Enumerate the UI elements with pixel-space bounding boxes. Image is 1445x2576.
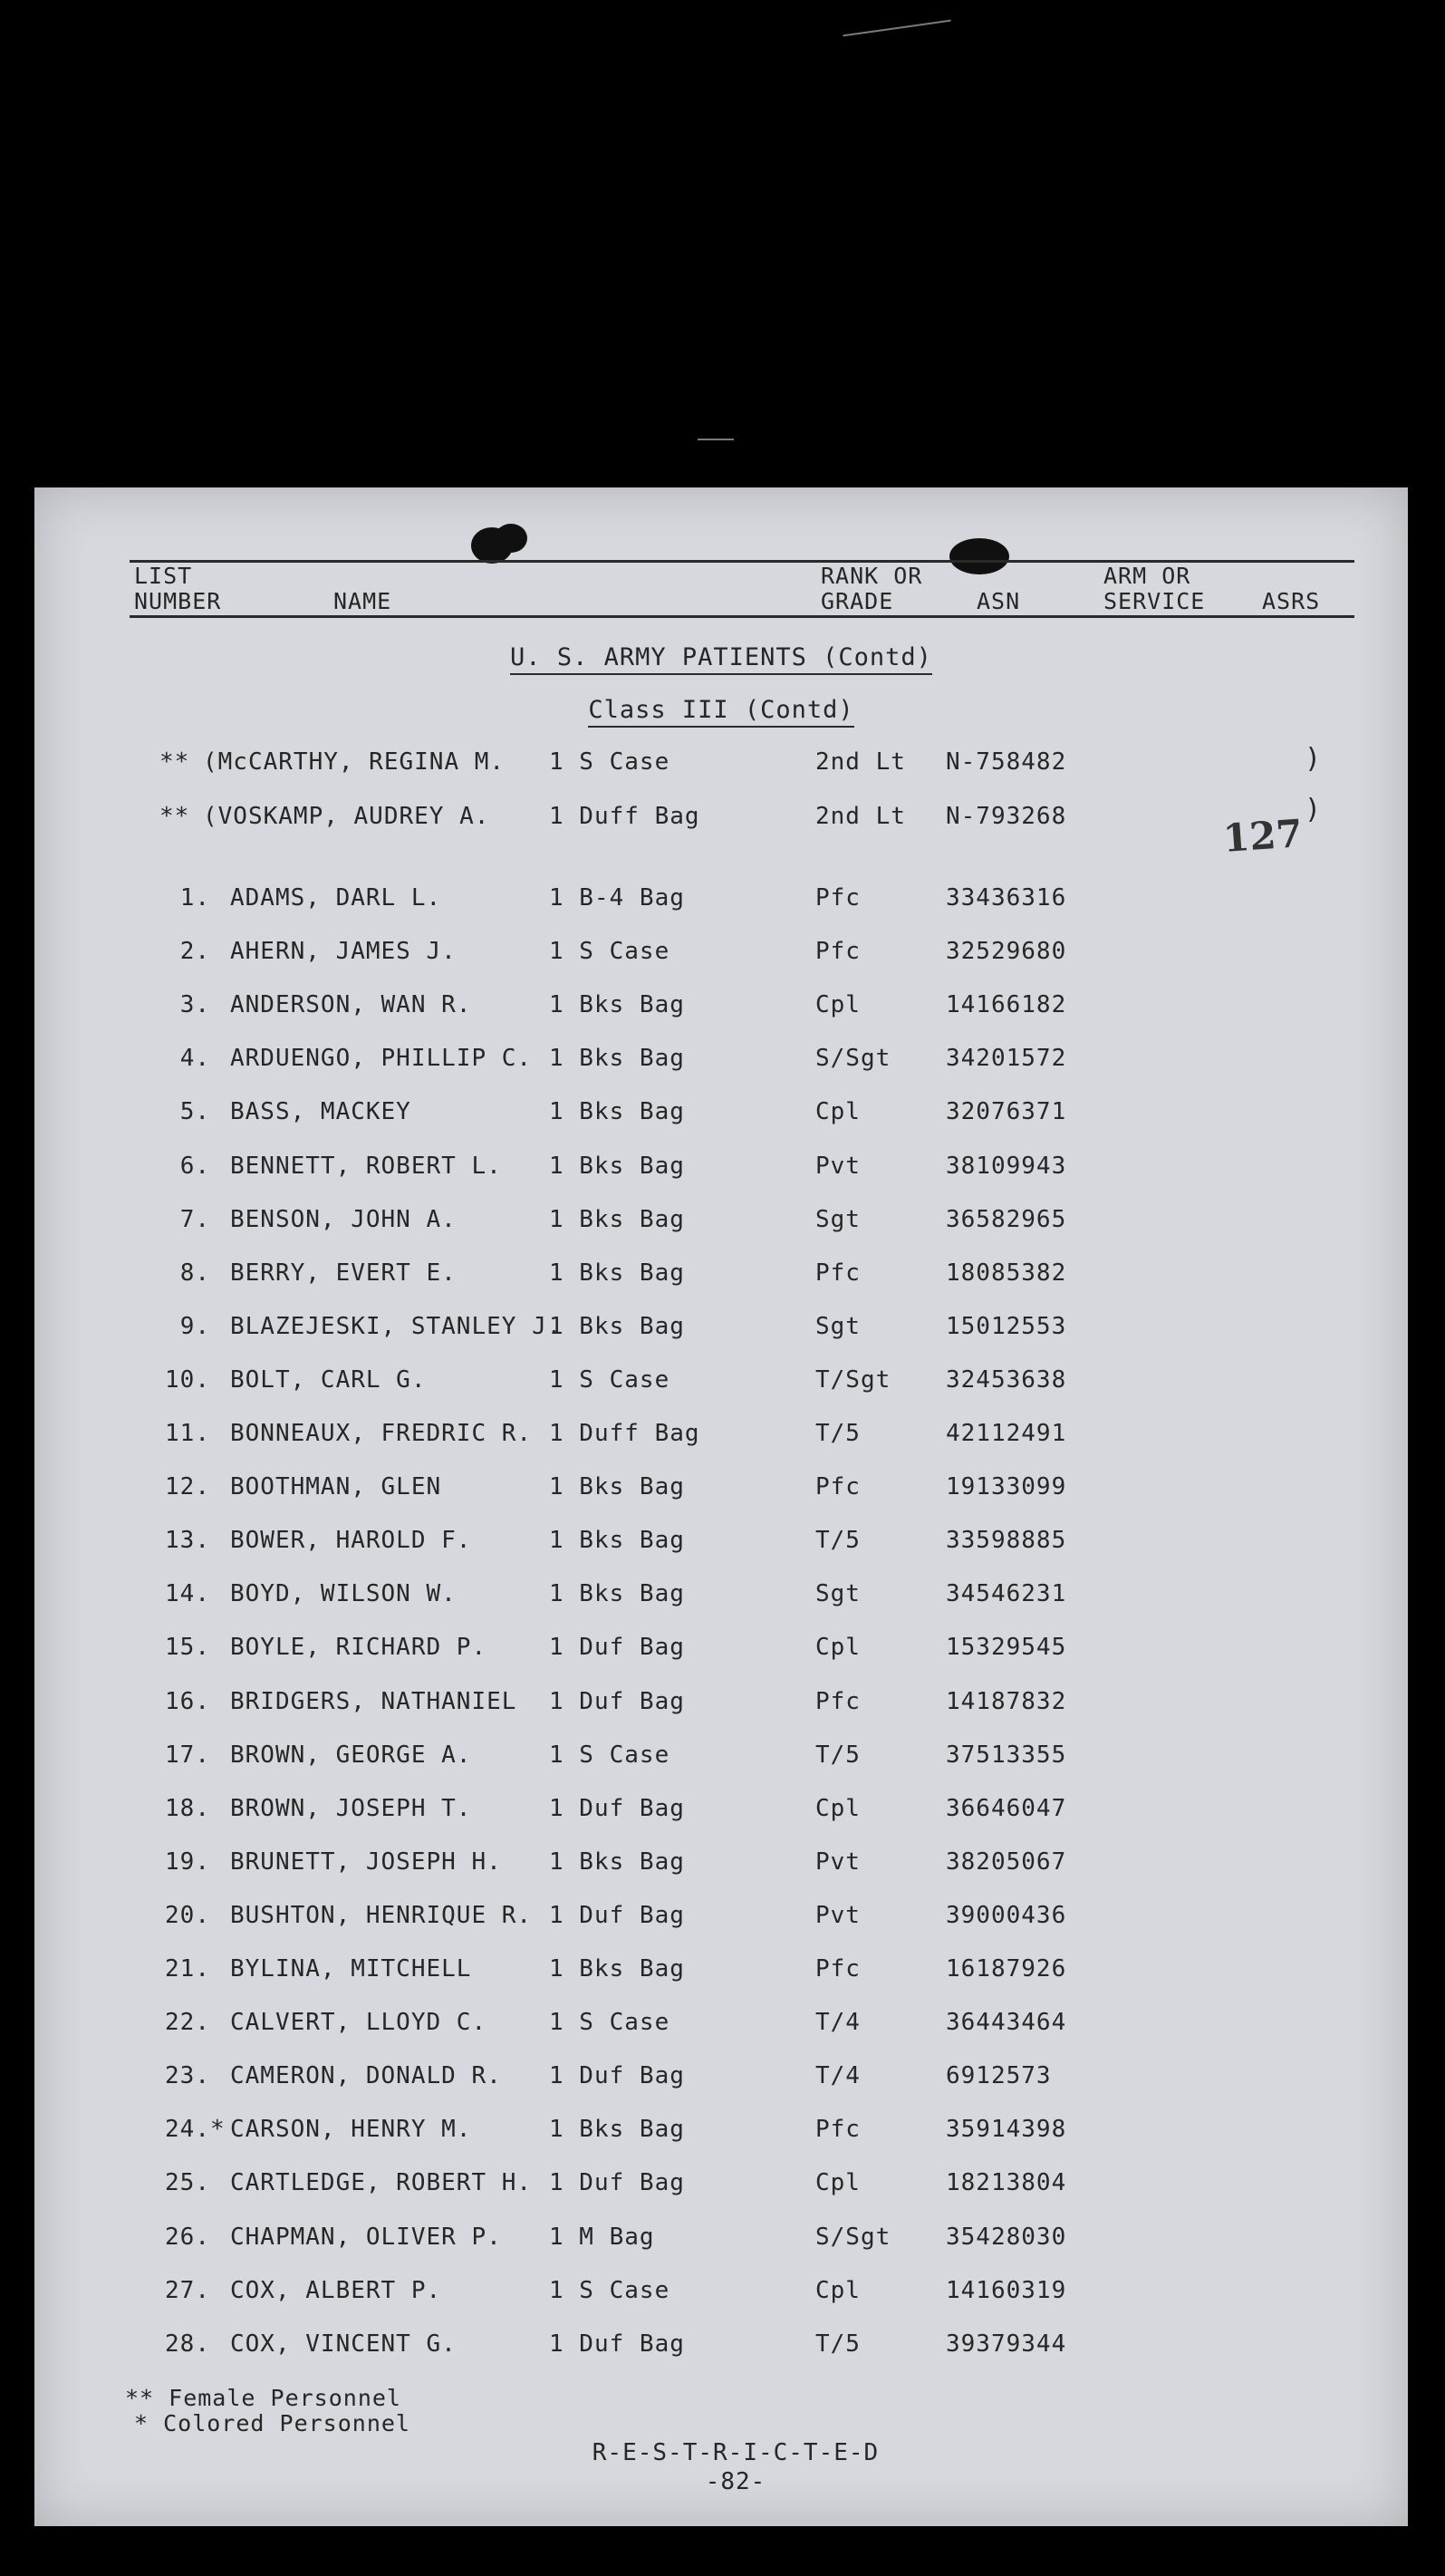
patient-name: CARTLEDGE, ROBERT H. bbox=[230, 2169, 533, 2197]
list-item bbox=[34, 2062, 1408, 2098]
baggage-item: 1 Duf Bag bbox=[549, 1634, 685, 1662]
list-number: 24. bbox=[165, 2116, 210, 2144]
rank-grade: Cpl bbox=[815, 2169, 861, 2197]
patient-name: BENSON, JOHN A. bbox=[230, 1205, 457, 1233]
patient-name: BUSHTON, HENRIQUE R. bbox=[230, 1901, 533, 1929]
row-name: (VOSKAMP, AUDREY A. bbox=[203, 803, 490, 830]
list-number: 19. bbox=[165, 1848, 210, 1876]
patient-name: AHERN, JAMES J. bbox=[230, 938, 457, 966]
patient-name: BONNEAUX, FREDRIC R. bbox=[230, 1420, 533, 1447]
list-number: 23. bbox=[165, 2062, 210, 2090]
row-mark: ** bbox=[159, 803, 190, 830]
female-row bbox=[34, 748, 1408, 785]
asn-number: 36646047 bbox=[946, 1794, 1067, 1822]
patient-name: BRUNETT, JOSEPH H. bbox=[230, 1848, 502, 1876]
document-page bbox=[34, 487, 1408, 2526]
list-item bbox=[34, 2277, 1408, 2313]
header-bottom-rule bbox=[130, 615, 1354, 618]
rank-grade: Pfc bbox=[815, 1955, 861, 1983]
asn-number: 15012553 bbox=[946, 1312, 1067, 1340]
ink-blot bbox=[949, 538, 1009, 574]
scan-artifact bbox=[698, 439, 734, 440]
baggage-item: 1 Bks Bag bbox=[549, 1473, 685, 1501]
list-number: 11. bbox=[165, 1420, 210, 1447]
row-item: 1 S Case bbox=[549, 748, 670, 776]
right-paren: ) bbox=[1305, 743, 1322, 775]
rank-grade: Cpl bbox=[815, 1098, 861, 1126]
patient-name: ADAMS, DARL L. bbox=[230, 884, 442, 912]
list-item bbox=[34, 1045, 1408, 1081]
list-item bbox=[34, 884, 1408, 921]
patient-name: BROWN, JOSEPH T. bbox=[230, 1794, 472, 1822]
patient-name: BASS, MACKEY bbox=[230, 1098, 411, 1126]
baggage-item: 1 Bks Bag bbox=[549, 1259, 685, 1287]
patient-name: COX, VINCENT G. bbox=[230, 2330, 457, 2358]
list-number: 26. bbox=[165, 2223, 210, 2251]
asn-number: 14187832 bbox=[946, 1687, 1067, 1715]
legend-female: ** Female Personnel bbox=[125, 2385, 401, 2411]
list-item bbox=[34, 2224, 1408, 2260]
baggage-item: 1 S Case bbox=[549, 938, 670, 966]
restricted-marking: R-E-S-T-R-I-C-T-E-D bbox=[592, 2439, 880, 2466]
list-item bbox=[34, 991, 1408, 1028]
asn-number: 36443464 bbox=[946, 2009, 1067, 2037]
patient-name: ANDERSON, WAN R. bbox=[230, 991, 472, 1019]
list-item bbox=[34, 1098, 1408, 1134]
list-number: 1. bbox=[179, 884, 210, 912]
list-number: 22. bbox=[165, 2009, 210, 2037]
asn-number: 16187926 bbox=[946, 1955, 1067, 1983]
list-number: 13. bbox=[165, 1527, 210, 1555]
rank-grade: S/Sgt bbox=[815, 2223, 891, 2251]
patient-name: BENNETT, ROBERT L. bbox=[230, 1152, 502, 1180]
baggage-item: 1 Bks Bag bbox=[549, 991, 685, 1019]
list-number: 27. bbox=[165, 2276, 210, 2304]
rank-grade: T/4 bbox=[815, 2062, 861, 2090]
asn-number: 37513355 bbox=[946, 1741, 1067, 1769]
list-item bbox=[34, 2169, 1408, 2205]
section-title: U. S. ARMY PATIENTS (Contd) bbox=[34, 643, 1408, 671]
asn-number: 32076371 bbox=[946, 1098, 1067, 1126]
rank-grade: Cpl bbox=[815, 1634, 861, 1662]
baggage-item: 1 Bks Bag bbox=[549, 1955, 685, 1983]
baggage-item: 1 Bks Bag bbox=[549, 1205, 685, 1233]
rank-grade: S/Sgt bbox=[815, 1045, 891, 1073]
row-rank: 2nd Lt bbox=[815, 748, 906, 776]
header-name: NAME bbox=[333, 589, 391, 617]
asn-number: 38109943 bbox=[946, 1152, 1067, 1180]
patient-name: ARDUENGO, PHILLIP C. bbox=[230, 1045, 533, 1073]
row-asn: N-793268 bbox=[946, 803, 1067, 830]
rank-grade: Sgt bbox=[815, 1580, 861, 1608]
list-number: 12. bbox=[165, 1473, 210, 1501]
patient-name: BOYLE, RICHARD P. bbox=[230, 1634, 487, 1662]
rank-grade: Cpl bbox=[815, 1794, 861, 1822]
baggage-item: 1 Duf Bag bbox=[549, 2062, 685, 2090]
list-number: 6. bbox=[179, 1152, 210, 1180]
asn-number: 19133099 bbox=[946, 1473, 1067, 1501]
rank-grade: Pfc bbox=[815, 1259, 861, 1287]
header-asrs: ASRS bbox=[1262, 589, 1320, 617]
header-rank: RANK OR GRADE bbox=[821, 564, 922, 617]
list-item bbox=[34, 1366, 1408, 1403]
baggage-item: 1 Bks Bag bbox=[549, 1045, 685, 1073]
asn-number: 35428030 bbox=[946, 2223, 1067, 2251]
rank-grade: Pfc bbox=[815, 884, 861, 912]
list-item bbox=[34, 938, 1408, 974]
list-number: 15. bbox=[165, 1634, 210, 1662]
baggage-item: 1 S Case bbox=[549, 2009, 670, 2037]
class-title: Class III (Contd) bbox=[34, 696, 1408, 724]
list-number: 17. bbox=[165, 1741, 210, 1769]
asn-number: 14160319 bbox=[946, 2276, 1067, 2304]
list-item bbox=[34, 1795, 1408, 1831]
asn-number: 32453638 bbox=[946, 1365, 1067, 1394]
baggage-item: 1 Bks Bag bbox=[549, 1312, 685, 1340]
asn-number: 34201572 bbox=[946, 1045, 1067, 1073]
patient-name: BROWN, GEORGE A. bbox=[230, 1741, 472, 1769]
list-number: 8. bbox=[179, 1259, 210, 1287]
list-item bbox=[34, 1473, 1408, 1510]
baggage-item: 1 B-4 Bag bbox=[549, 884, 685, 912]
list-number: 16. bbox=[165, 1687, 210, 1715]
asn-number: 35914398 bbox=[946, 2116, 1067, 2144]
baggage-item: 1 Duff Bag bbox=[549, 1420, 700, 1447]
asn-number: 39379344 bbox=[946, 2330, 1067, 2358]
list-number: 2. bbox=[179, 938, 210, 966]
rank-grade: T/4 bbox=[815, 2009, 861, 2037]
handwritten-number: 127 bbox=[1221, 811, 1305, 861]
baggage-item: 1 Bks Bag bbox=[549, 1848, 685, 1876]
list-item bbox=[34, 1313, 1408, 1349]
patient-name: CARSON, HENRY M. bbox=[230, 2116, 472, 2144]
baggage-item: 1 M Bag bbox=[549, 2223, 655, 2251]
patient-name: BOLT, CARL G. bbox=[230, 1365, 427, 1394]
patient-name: BOOTHMAN, GLEN bbox=[230, 1473, 442, 1501]
rank-grade: Cpl bbox=[815, 991, 861, 1019]
list-number: 25. bbox=[165, 2169, 210, 2197]
baggage-item: 1 S Case bbox=[549, 1365, 670, 1394]
baggage-item: 1 Duf Bag bbox=[549, 2330, 685, 2358]
patient-name: COX, ALBERT P. bbox=[230, 2276, 442, 2304]
list-item bbox=[34, 1527, 1408, 1563]
asn-number: 42112491 bbox=[946, 1420, 1067, 1447]
asn-number: 32529680 bbox=[946, 938, 1067, 966]
rank-grade: Sgt bbox=[815, 1312, 861, 1340]
list-item bbox=[34, 1902, 1408, 1938]
list-number: 21. bbox=[165, 1955, 210, 1983]
patient-name: BOYD, WILSON W. bbox=[230, 1580, 457, 1608]
asn-number: 33598885 bbox=[946, 1527, 1067, 1555]
list-number: 28. bbox=[165, 2330, 210, 2358]
list-number: 5. bbox=[179, 1098, 210, 1126]
personnel-mark: * bbox=[210, 2116, 226, 2144]
asn-number: 36582965 bbox=[946, 1205, 1067, 1233]
asn-number: 18085382 bbox=[946, 1259, 1067, 1287]
list-number: 7. bbox=[179, 1205, 210, 1233]
list-number: 9. bbox=[179, 1312, 210, 1340]
list-item bbox=[34, 1153, 1408, 1189]
patient-name: BYLINA, MITCHELL bbox=[230, 1955, 472, 1983]
legend-colored: * Colored Personnel bbox=[134, 2410, 410, 2436]
right-paren: ) bbox=[1305, 794, 1322, 825]
list-number: 4. bbox=[179, 1045, 210, 1073]
list-number: 10. bbox=[165, 1365, 210, 1394]
baggage-item: 1 Bks Bag bbox=[549, 1098, 685, 1126]
rank-grade: Pfc bbox=[815, 1473, 861, 1501]
rank-grade: T/5 bbox=[815, 1527, 861, 1555]
baggage-item: 1 S Case bbox=[549, 2276, 670, 2304]
asn-number: 6912573 bbox=[946, 2062, 1052, 2090]
list-item bbox=[34, 1420, 1408, 1456]
rank-grade: T/5 bbox=[815, 1420, 861, 1447]
rank-grade: Cpl bbox=[815, 2276, 861, 2304]
header-arm-service: ARM OR SERVICE bbox=[1103, 564, 1205, 617]
list-item bbox=[34, 1259, 1408, 1296]
list-number: 3. bbox=[179, 991, 210, 1019]
baggage-item: 1 Bks Bag bbox=[549, 2116, 685, 2144]
asn-number: 14166182 bbox=[946, 991, 1067, 1019]
baggage-item: 1 Duf Bag bbox=[549, 2169, 685, 2197]
patient-name: BLAZEJESKI, STANLEY J. bbox=[230, 1312, 563, 1340]
list-item bbox=[34, 1634, 1408, 1670]
list-number: 14. bbox=[165, 1580, 210, 1608]
row-mark: ** bbox=[159, 748, 190, 776]
baggage-item: 1 Duf Bag bbox=[549, 1901, 685, 1929]
rank-grade: Pfc bbox=[815, 2116, 861, 2144]
patient-name: BERRY, EVERT E. bbox=[230, 1259, 457, 1287]
list-item bbox=[34, 2330, 1408, 2367]
rank-grade: T/5 bbox=[815, 1741, 861, 1769]
list-item bbox=[34, 2116, 1408, 2152]
baggage-item: 1 Bks Bag bbox=[549, 1152, 685, 1180]
row-name: (McCARTHY, REGINA M. bbox=[203, 748, 506, 776]
list-item bbox=[34, 1848, 1408, 1885]
rank-grade: Pfc bbox=[815, 1687, 861, 1715]
asn-number: 34546231 bbox=[946, 1580, 1067, 1608]
list-number: 20. bbox=[165, 1901, 210, 1929]
list-item bbox=[34, 1580, 1408, 1616]
rank-grade: Sgt bbox=[815, 1205, 861, 1233]
header-asn: ASN bbox=[977, 589, 1020, 617]
list-item bbox=[34, 1741, 1408, 1778]
baggage-item: 1 Duf Bag bbox=[549, 1687, 685, 1715]
rank-grade: Pvt bbox=[815, 1901, 861, 1929]
baggage-item: 1 Bks Bag bbox=[549, 1527, 685, 1555]
row-item: 1 Duff Bag bbox=[549, 803, 700, 830]
baggage-item: 1 Bks Bag bbox=[549, 1580, 685, 1608]
patient-name: BOWER, HAROLD F. bbox=[230, 1527, 472, 1555]
asn-number: 15329545 bbox=[946, 1634, 1067, 1662]
rank-grade: Pfc bbox=[815, 938, 861, 966]
rank-grade: T/Sgt bbox=[815, 1365, 891, 1394]
rank-grade: Pvt bbox=[815, 1152, 861, 1180]
list-number: 18. bbox=[165, 1794, 210, 1822]
asn-number: 18213804 bbox=[946, 2169, 1067, 2197]
patient-name: BRIDGERS, NATHANIEL bbox=[230, 1687, 517, 1715]
list-item bbox=[34, 1955, 1408, 1992]
patient-name: CAMERON, DONALD R. bbox=[230, 2062, 502, 2090]
ink-blot bbox=[495, 524, 527, 553]
list-item bbox=[34, 1688, 1408, 1724]
patient-name: CALVERT, LLOYD C. bbox=[230, 2009, 487, 2037]
asn-number: 39000436 bbox=[946, 1901, 1067, 1929]
patient-name: CHAPMAN, OLIVER P. bbox=[230, 2223, 502, 2251]
scan-artifact bbox=[843, 20, 950, 37]
rank-grade: T/5 bbox=[815, 2330, 861, 2358]
list-item bbox=[34, 1206, 1408, 1242]
asn-number: 33436316 bbox=[946, 884, 1067, 912]
row-asn: N-758482 bbox=[946, 748, 1067, 776]
baggage-item: 1 Duf Bag bbox=[549, 1794, 685, 1822]
list-item bbox=[34, 2009, 1408, 2045]
page-number: -82- bbox=[705, 2468, 766, 2495]
rank-grade: Pvt bbox=[815, 1848, 861, 1876]
female-row bbox=[34, 803, 1408, 839]
row-rank: 2nd Lt bbox=[815, 803, 906, 830]
baggage-item: 1 S Case bbox=[549, 1741, 670, 1769]
header-list-number: LIST NUMBER bbox=[134, 564, 221, 617]
asn-number: 38205067 bbox=[946, 1848, 1067, 1876]
